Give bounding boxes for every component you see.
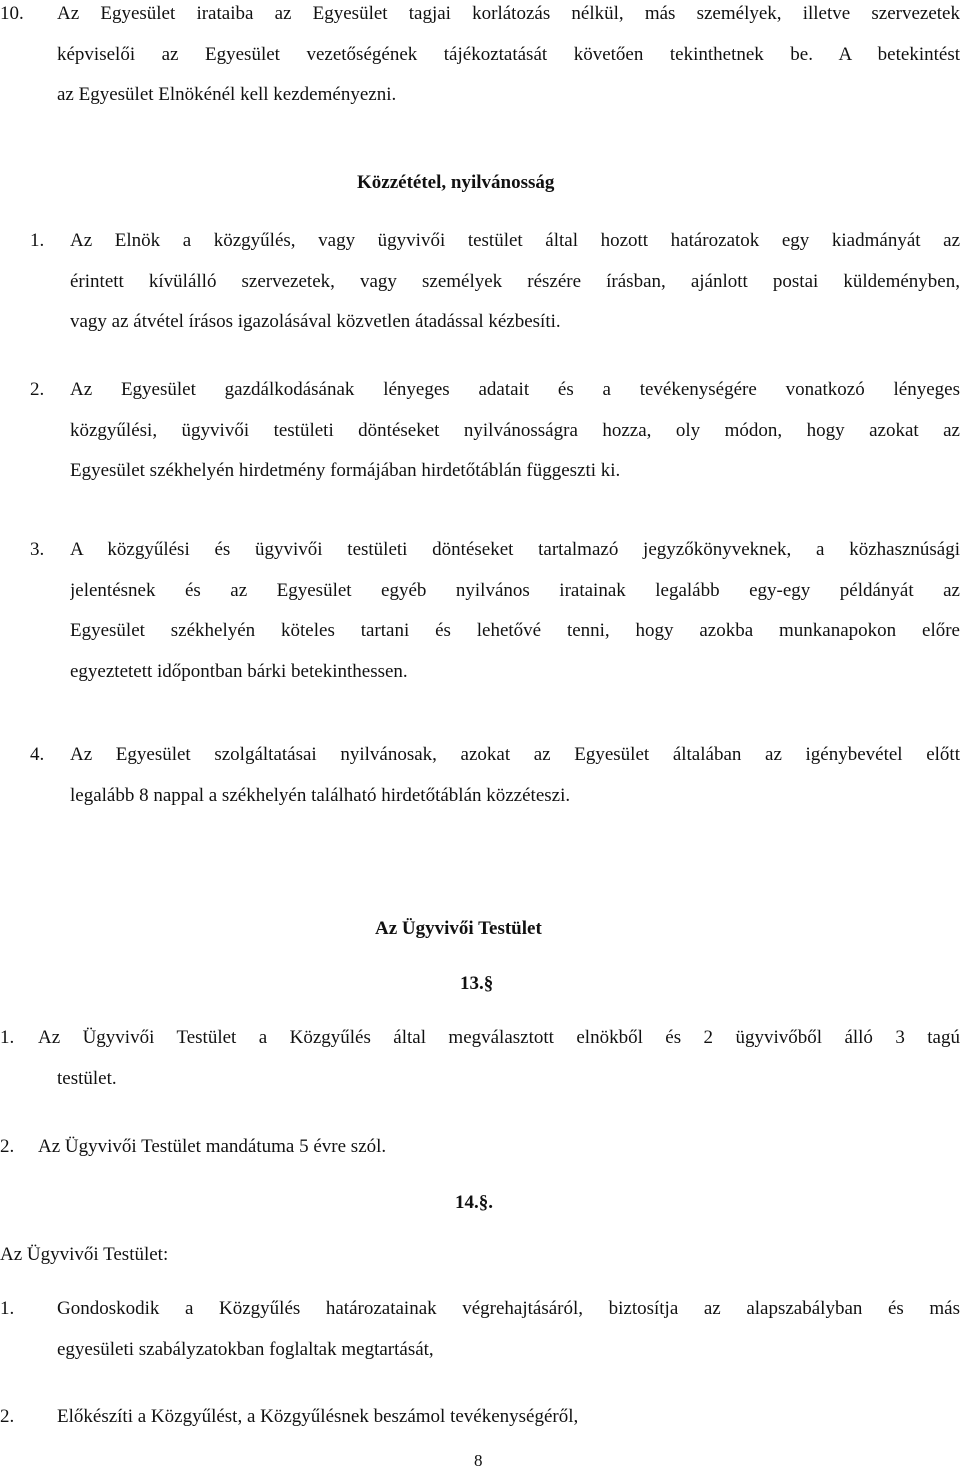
paragraph-line: Az Elnök a közgyűlés, vagy ügyvivői testület által hozott határozatok egy kiadmányát az <box>70 230 960 251</box>
paragraph-line: Az Egyesület irataiba az Egyesület tagjai korlátozás nélkül, más személyek, illetve szervezetek <box>57 3 960 24</box>
item-number: 10. <box>0 3 24 24</box>
paragraph-line: jelentésnek és az Egyesület egyéb nyilvános iratainak legalább egy-egy példányát az <box>70 579 960 601</box>
section-heading: Közzététel, nyilvánosság <box>357 172 555 193</box>
paragraph-line: legalább 8 nappal a székhelyén található hirdetőtáblán közzéteszi. <box>70 784 571 806</box>
paragraph-line: Egyesület székhelyén köteles tartani és lehetővé tenni, hogy azokba munkanapokon előre <box>70 620 960 642</box>
paragraph-line: vagy az átvétel írásos igazolásával közvetlen átadással kézbesíti. <box>70 311 561 333</box>
item-number: 2. <box>30 379 45 400</box>
section-number: 13.§ <box>460 973 494 994</box>
paragraph-line: testület. <box>57 1067 117 1089</box>
section-heading: Az Ügyvivői Testület <box>375 918 542 939</box>
page-number: 8 <box>474 1451 483 1470</box>
paragraph-line: egyesületi szabályzatokban foglaltak megtartását, <box>57 1338 434 1360</box>
paragraph-line: közgyűlési, ügyvivői testületi döntéseket nyilvánosságra hozza, oly módon, hogy azokat az <box>70 419 960 441</box>
paragraph-line: az Egyesület Elnökénél kell kezdeményezni. <box>57 84 397 106</box>
item-number: 1. <box>0 1027 15 1048</box>
paragraph-line: A közgyűlési és ügyvivői testületi döntéseket tartalmazó jegyzőkönyveknek, a közhasznúsági <box>70 539 960 560</box>
item-number: 1. <box>30 230 45 251</box>
paragraph-line: egyeztetett időpontban bárki betekinthessen. <box>70 661 408 683</box>
paragraph-line: Az Egyesület szolgáltatásai nyilvánosak, azokat az Egyesület általában az igénybevétel előtt <box>70 744 960 765</box>
paragraph-line: Gondoskodik a Közgyűlés határozatainak végrehajtásáról, biztosítja az alapszabályban és más <box>57 1298 960 1319</box>
paragraph-line: érintett kívülálló szervezetek, vagy személyek részére írásban, ajánlott postai küldeményben, <box>70 270 960 292</box>
paragraph-line: Egyesület székhelyén hirdetmény formájában hirdetőtáblán függeszti ki. <box>70 460 621 482</box>
paragraph-line: képviselői az Egyesület vezetőségének tájékoztatását követően tekinthetnek be. A betekintést <box>57 43 960 65</box>
item-number: 1. <box>0 1298 15 1319</box>
item-number: 2. <box>0 1136 15 1157</box>
section-number: 14.§. <box>455 1192 493 1213</box>
paragraph-line: Az Egyesület gazdálkodásának lényeges adatait és a tevékenységére vonatkozó lényeges <box>70 379 960 400</box>
paragraph-line: Az Ügyvivői Testület a Közgyűlés által megválasztott elnökből és 2 ügyvivőből álló 3 tagú <box>38 1027 960 1048</box>
paragraph-line: Az Ügyvivői Testület mandátuma 5 évre szól. <box>38 1136 387 1157</box>
item-number: 2. <box>0 1406 15 1427</box>
item-number: 3. <box>30 539 45 560</box>
item-number: 4. <box>30 744 45 765</box>
paragraph-line: Előkészíti a Közgyűlést, a Közgyűlésnek beszámol tevékenységéről, <box>57 1406 579 1427</box>
list-intro: Az Ügyvivői Testület: <box>0 1244 169 1265</box>
